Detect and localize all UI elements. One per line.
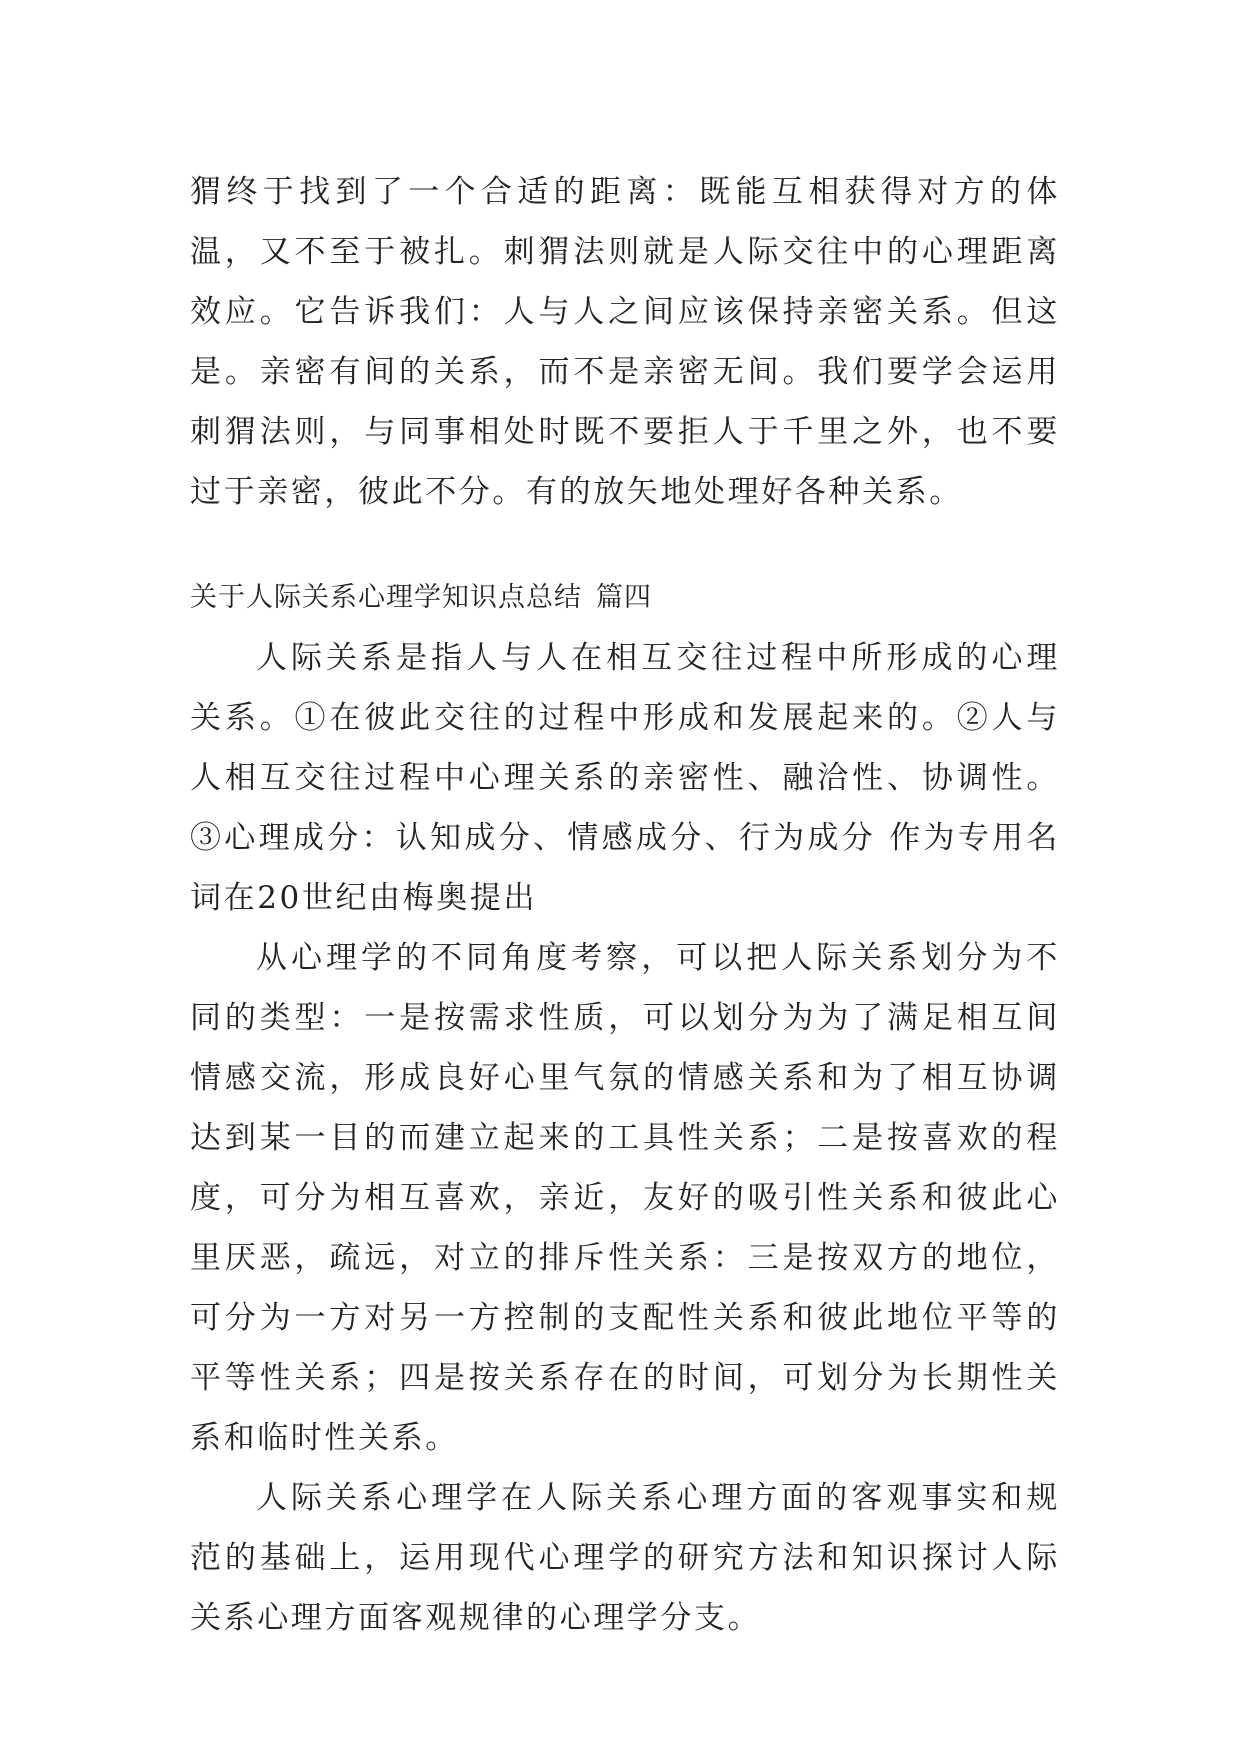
section-label: 篇四 xyxy=(596,582,652,613)
section-heading-line xyxy=(190,568,1060,628)
section-heading: 关于人际关系心理学知识点总结 xyxy=(190,582,582,613)
body-paragraph-definition: 人际关系是指人与人在相互交往过程中所形成的心理关系。①在彼此交往的过程中形成和发展起来的。②人与人相互交往过程中心理关系的亲密性、融洽性、协调性。③心理成分：认知成分、情感成分、行为成分 作为专用名词在20世纪由梅奥提出 xyxy=(190,640,1060,916)
document-page xyxy=(190,162,1060,1648)
body-paragraph-types: 从心理学的不同角度考察，可以把人际关系划分为不同的类型：一是按需求性质，可以划分为为了满足相互间情感交流，形成良好心里气氛的情感关系和为了相互协调达到某一目的而建立起来的工具性关系；二是按喜欢的程度，可分为相互喜欢，亲近，友好的吸引性关系和彼此心里厌恶，疏远，对立的排斥性关系：三是按双方的地位，可分为一方对另一方控制的支配性关系和彼此地位平等的平等性关系；四是按关系存在的时间，可划分为长期性关系和临时性关系。 xyxy=(190,940,1060,1456)
intro-paragraph: 猬终于找到了一个合适的距离：既能互相获得对方的体温，又不至于被扎。刺猬法则就是人际交往中的心理距离效应。它告诉我们：人与人之间应该保持亲密关系。但这是。亲密有间的关系，而不是亲密无间。我们要学会运用刺猬法则，与同事相处时既不要拒人于千里之外，也不要过于亲密，彼此不分。有的放矢地处理好各种关系。 xyxy=(190,174,1060,510)
body-paragraph-discipline: 人际关系心理学在人际关系心理方面的客观事实和规范的基础上，运用现代心理学的研究方法和知识探讨人际关系心理方面客观规律的心理学分支。 xyxy=(190,1480,1060,1636)
